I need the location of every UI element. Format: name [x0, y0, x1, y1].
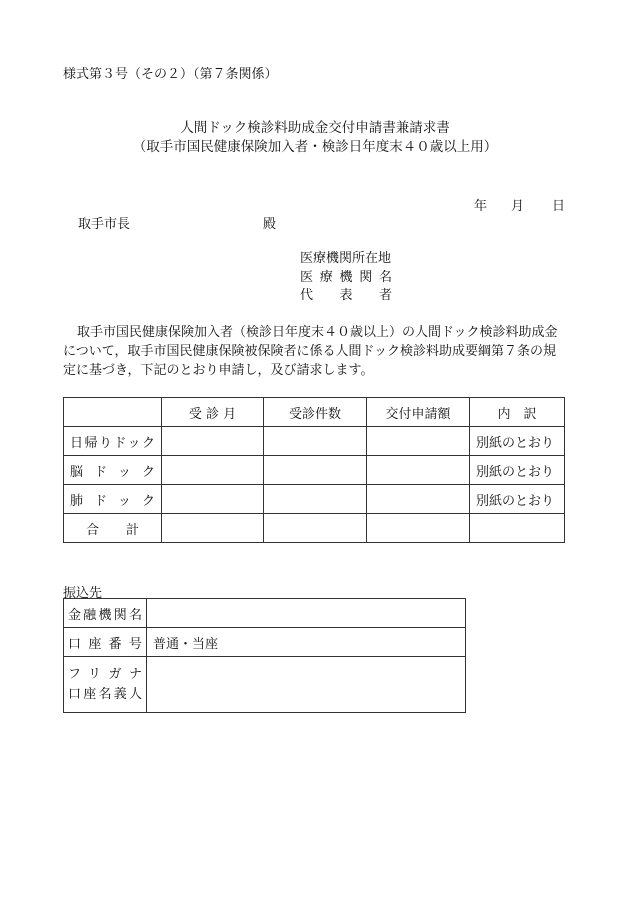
breakdown-cell: 別紙のとおり [470, 427, 565, 456]
title-main: 人間ドック検診料助成金交付申請書兼請求書 [180, 120, 450, 136]
account-number-label: 口座番号 [64, 628, 147, 657]
breakdown-cell [470, 514, 565, 543]
visit-count-cell[interactable] [264, 514, 367, 543]
visit-count-cell[interactable] [264, 456, 367, 485]
table-row [64, 427, 565, 456]
date-day: 日 [552, 199, 566, 214]
date-month: 月 [511, 199, 525, 214]
table-row [64, 456, 565, 485]
table-row-total [64, 514, 565, 543]
date-year: 年 [474, 199, 488, 214]
table-row [64, 485, 565, 514]
row-label: 合計 [64, 514, 162, 543]
application-table [63, 397, 565, 543]
amount-cell[interactable] [367, 514, 470, 543]
visit-count-cell[interactable] [264, 485, 367, 514]
institution-rep-label: 代表者 [300, 288, 392, 303]
row-label: 脳ドック [64, 456, 162, 485]
table-header-row [64, 398, 565, 427]
transfer-destination-label: 振込先 [63, 586, 103, 601]
bank-row [64, 628, 466, 657]
bank-institution-label: 金融機関名 [64, 599, 147, 628]
bank-row [64, 599, 466, 628]
holder-label: 口座名義人 [68, 686, 142, 702]
amount-cell[interactable] [367, 485, 470, 514]
visit-month-cell[interactable] [162, 485, 264, 514]
visit-month-cell[interactable] [162, 427, 264, 456]
table-header-cell: 内 訳 [470, 398, 565, 427]
table-header-cell [64, 398, 162, 427]
bank-table [63, 598, 466, 713]
document-title [0, 119, 630, 157]
request-statement: 取手市国民健康保険加入者（検診日年度末４０歳以上）の人間ドック検診料助成金について，取手市国民健康保険被保険者に係る人間ドック検診料助成要綱第７条の規定に基づき，下記のとおり申請し，及び請求します。 [63, 325, 558, 378]
breakdown-cell: 別紙のとおり [470, 485, 565, 514]
furigana-label: フリガナ [68, 666, 142, 682]
amount-cell[interactable] [367, 427, 470, 456]
account-type-field[interactable]: 普通・当座 [147, 628, 466, 657]
bank-row [64, 657, 466, 713]
table-header-cell: 受診件数 [264, 398, 367, 427]
visit-month-cell[interactable] [162, 514, 264, 543]
honorific: 殿 [263, 217, 277, 232]
table-header-cell: 交付申請額 [367, 398, 470, 427]
table-header-cell: 受 診 月 [162, 398, 264, 427]
institution-block [300, 250, 392, 306]
institution-name-label: 医療機関名 [300, 269, 392, 285]
title-subtitle: （取手市国民健康保険加入者・検診日年度末４０歳以上用） [132, 139, 498, 155]
row-label: 日帰りドック [64, 427, 162, 456]
visit-month-cell[interactable] [162, 456, 264, 485]
amount-cell[interactable] [367, 456, 470, 485]
addressee: 取手市長 [78, 217, 131, 232]
bank-institution-input[interactable] [147, 599, 466, 628]
row-label: 肺ドック [64, 485, 162, 514]
visit-count-cell[interactable] [264, 427, 367, 456]
account-holder-input[interactable] [147, 657, 466, 713]
breakdown-cell: 別紙のとおり [470, 456, 565, 485]
form-number: 様式第３号（その２）（第７条関係） [63, 67, 278, 82]
account-holder-label [64, 657, 147, 713]
institution-address-label: 医療機関所在地 [300, 251, 392, 266]
